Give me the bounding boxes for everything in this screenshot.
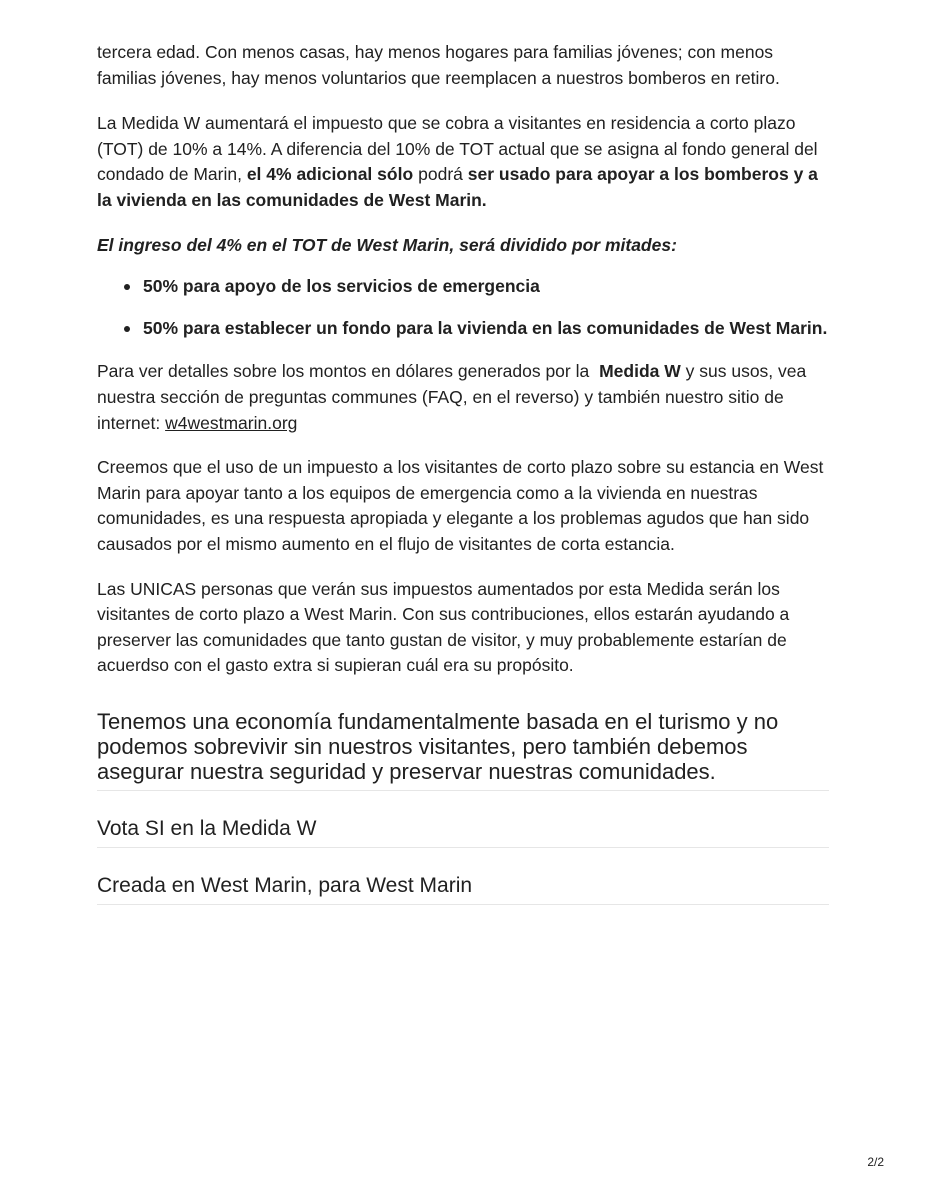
paragraph-details bbox=[97, 359, 829, 436]
paragraph-measure bbox=[97, 111, 829, 213]
big-statement: Tenemos una economía fundamentalmente basada en el turismo y no podemos sobrevivir sin nuestros visitantes, pero también debemos asegurar nuestra seguridad y preservar nuestras comunidades. bbox=[97, 709, 829, 791]
document-body bbox=[97, 40, 829, 905]
slogan-made: Creada en West Marin, para West Marin bbox=[97, 848, 829, 905]
measure-bold-1: el 4% adicional sólo bbox=[246, 164, 414, 185]
slogan-vote: Vota SI en la Medida W bbox=[97, 791, 829, 848]
split-list bbox=[97, 274, 829, 341]
measure-bold-2: ser usado para apoyar a los bomberos y a la vivienda en las comunidades de West Marin. bbox=[97, 164, 818, 210]
website-link[interactable]: w4westmarin.org bbox=[165, 412, 298, 433]
details-text-1: Para ver detalles sobre los montos en dólares generados por la bbox=[97, 361, 595, 382]
paragraph-only-visitors: Las UNICAS personas que verán sus impuestos aumentados por esta Medida serán los visitantes de corto plazo a West Marin. Con sus contribuciones, ellos estarán ayudando a preserver las comunidades que tanto gustan de visitor, y muy probablemente estarían de acuerdso con el gasto extra si supieran cuál era su propósito. bbox=[97, 578, 790, 676]
measure-text-2: podrá bbox=[418, 164, 468, 185]
measure-text-1: La Medida W aumentará el impuesto que se cobra a visitantes en residencia a corto plazo (TOT) de 10% a 14%. A diferencia del 10% de TOT actual que se asigna al fondo general del condado de Marin, bbox=[97, 113, 818, 185]
list-item-housing: 50% para establecer un fondo para la vivienda en las comunidades de West Marin. bbox=[143, 316, 829, 342]
split-heading: El ingreso del 4% en el TOT de West Marin, será dividido por mitades: bbox=[97, 234, 677, 255]
paragraph-believe: Creemos que el uso de un impuesto a los visitantes de corto plazo sobre su estancia en West Marin para apoyar tanto a los equipos de emergencia como a la vivienda en nuestras comunidades, es una respuesta apropiada y elegante a los problemas agudos que han sido causados por el mismo aumento en el flujo de visitantes de corta estancia. bbox=[97, 457, 824, 554]
details-text-2: y sus usos, vea nuestra sección de preguntas communes (FAQ, en el reverso) y también nuestro sitio de internet: bbox=[97, 361, 807, 433]
list-item-emergency: 50% para apoyo de los servicios de emergencia bbox=[143, 274, 829, 300]
details-bold: Medida W bbox=[599, 361, 681, 382]
paragraph-intro-end: tercera edad. Con menos casas, hay menos hogares para familias jóvenes; con menos familias jóvenes, hay menos voluntarios que reemplacen a nuestros bomberos en retiro. bbox=[97, 42, 780, 88]
page-number: 2/2 bbox=[867, 1155, 884, 1169]
